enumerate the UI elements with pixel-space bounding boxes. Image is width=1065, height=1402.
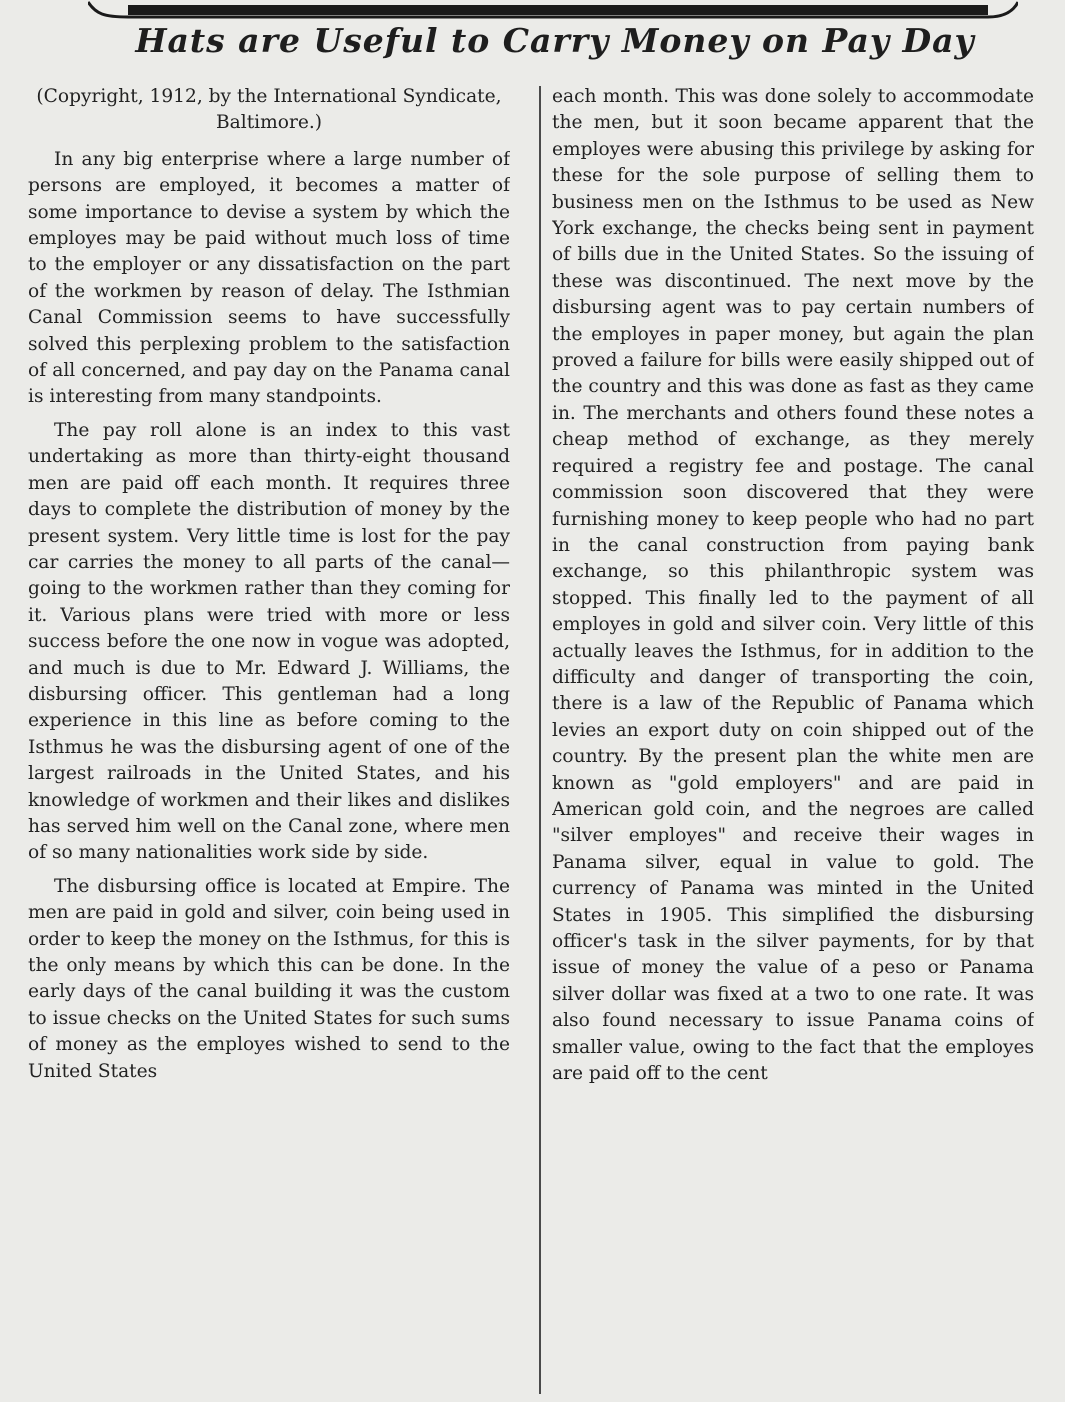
copyright-line: (Copyright, 1912, by the International Syndicate, Baltimore.) xyxy=(36,86,502,134)
article-headline: Hats are Useful to Carry Money on Pay Day xyxy=(135,21,975,60)
article-paragraph: The pay roll alone is an index to this vast undertaking as more than thirty-eight thousand men are paid off each month. It requires three days to complete the distribution of money by the present system. Very little time is lost for the pay car carries the money to all parts of the canal—going to the workmen rather than they coming for it. Various plans were tried with more or less success before the one now in vogue was adopted, and much is due to Mr. Edward J. Williams, the disbursing officer. This gentleman had a long experience in this line as before coming to the Isthmus he was the disbursing agent of one of the largest railroads in the United States, and his knowledge of workmen and their likes and dislikes has served him well on the Canal zone, where men of so many nationalities work side by side. xyxy=(28,419,510,864)
left-column xyxy=(28,84,510,1394)
right-column xyxy=(552,84,1034,1394)
page-bottom-edge xyxy=(0,1396,1065,1402)
column-divider xyxy=(539,86,541,1394)
article-paragraph: In any big enterprise where a large number of persons are employed, it becomes a matter of some importance to devise a system by which the employes may be paid without much loss of time to the employer or any dissatisfaction on the part of the workmen by reason of delay. The Isthmian Canal Commission seems to have successfully solved this perplexing problem to the satisfaction of all concerned, and pay day on the Panama canal is interesting from many standpoints. xyxy=(28,148,510,408)
article-paragraph: each month. This was done solely to accommodate the men, but it soon became apparent that the employes were abusing this privilege by asking for these for the sole purpose of selling them to business men on the Isthmus to be used as New York exchange, the checks being sent in payment of bills due in the United States. So the issuing of these was discontinued. The next move by the disbursing agent was to pay certain numbers of the employes in paper money, but again the plan proved a failure for bills were easily shipped out of the country and this was done as fast as they came in. The merchants and others found these notes a cheap method of exchange, as they merely required a registry fee and postage. The canal commission soon discovered that they were furnishing money to keep people who had no part in the canal construction from paying bank exchange, so this philanthropic system was stopped. This finally led to the payment of all employes in gold and silver coin. Very little of this actually leaves the Isthmus, for in addition to the difficulty and danger of transporting the coin, there is a law of the Republic of Panama which levies an export duty on coin shipped out of the country. By the present plan the white men are known as "gold employers" and are paid in American gold coin, and the negroes are called "silver employes" and receive their wages in Panama silver, equal in value to gold. The currency of Panama was minted in the United States in 1905. This simplified the disbursing officer's task in the silver payments, for by that issue of money the value of a peso or Panama silver dollar was fixed at a two to one rate. It was also found necessary to issue Panama coins of smaller value, owing to the fact that the employes are paid off to the cent xyxy=(552,86,1034,1085)
article-paragraph: The disbursing office is located at Empire. The men are paid in gold and silver, coin being used in order to keep the money on the Isthmus, for this is the only means by which this can be done. In the early days of the canal building it was the custom to issue checks on the United States for such sums of money as the employes wished to send to the United States xyxy=(28,875,510,1082)
